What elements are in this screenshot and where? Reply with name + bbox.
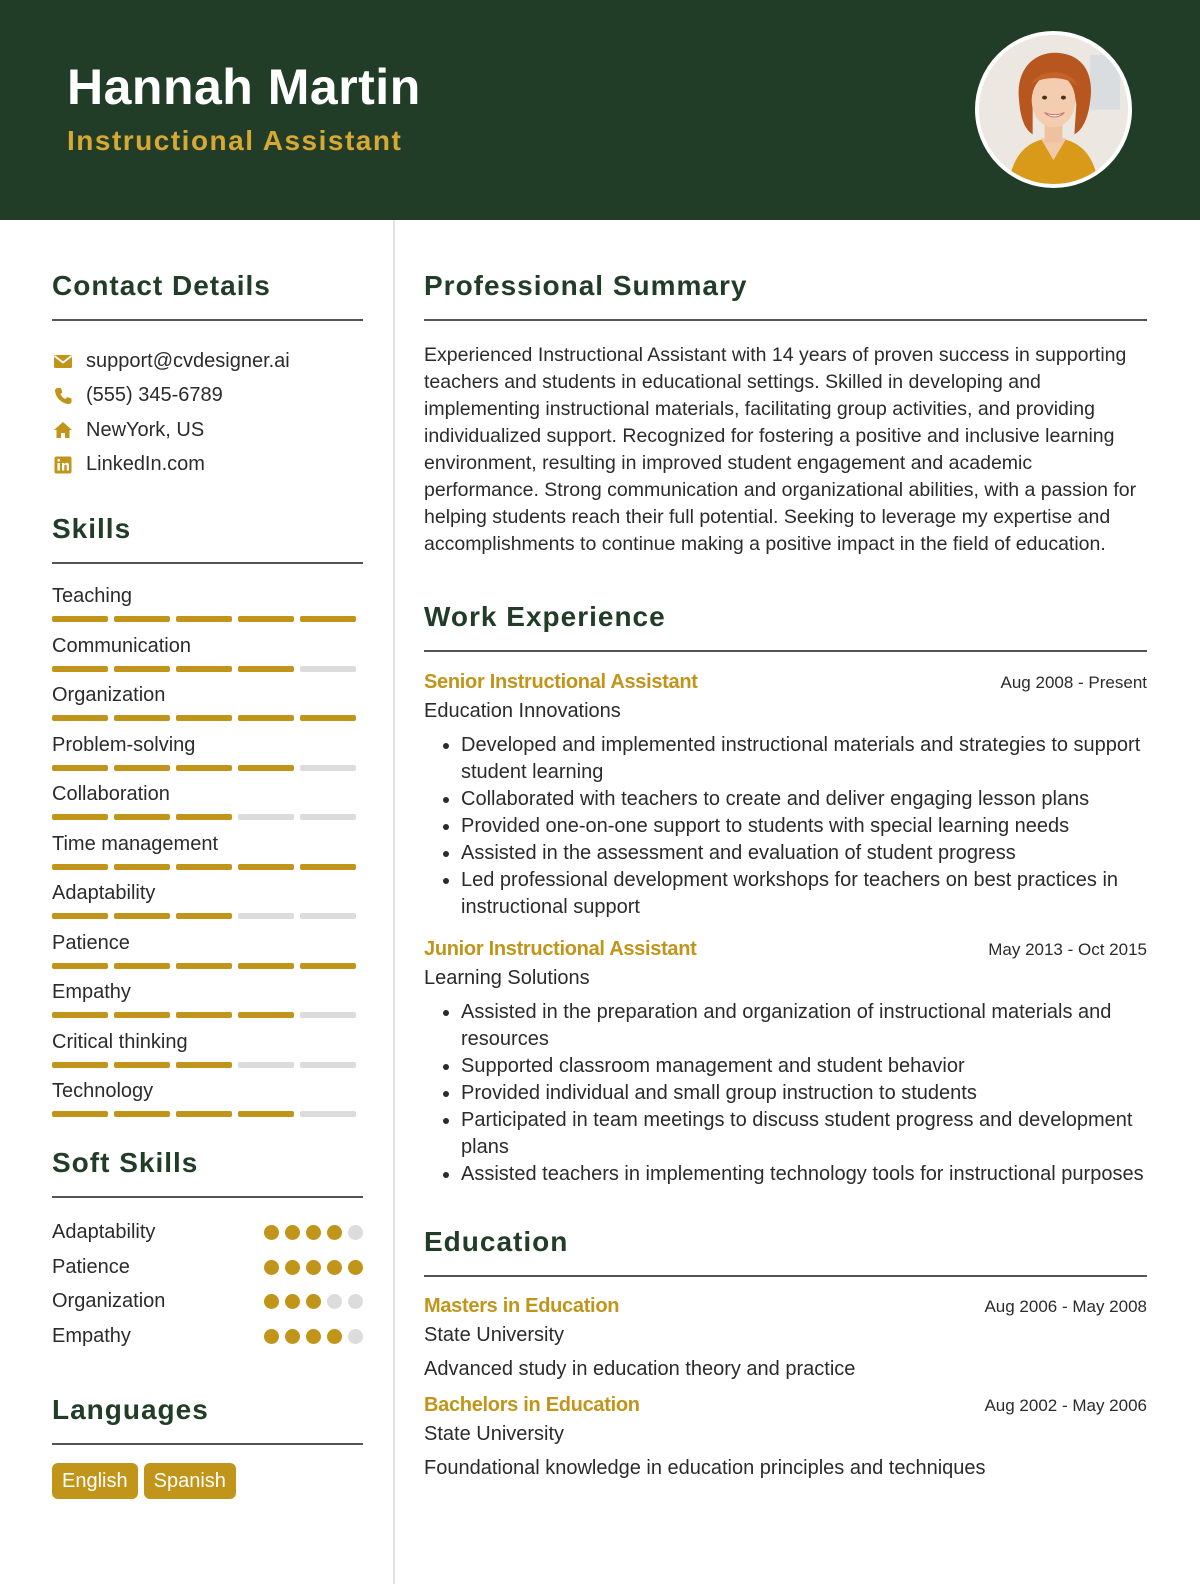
- contact-section: [52, 268, 363, 482]
- soft-skill-rating: [264, 1329, 363, 1344]
- soft-skill-name: Adaptability: [52, 1221, 156, 1244]
- skill-level-segment-empty: [300, 1062, 356, 1068]
- summary-text: Experienced Instructional Assistant with 14 years of proven success in supporting teachers and students in educational settings. Skilled in developing and implementing instructional materials, facilitating group activities, and providing individualized support. Recognized for fostering a positive and inclusive learning environment, resulting in improved student engagement and academic performance. Strong communication and organizational abilities, with a passion for helping students reach their full potential. Seeking to leverage my expertise and accomplishments to continue making a positive impact in the field of education.: [424, 344, 1137, 555]
- skill-level-segment-filled: [52, 1012, 108, 1018]
- skill-level-segment-filled: [114, 963, 170, 969]
- rating-dot-filled: [264, 1225, 279, 1240]
- home-icon: [52, 419, 74, 441]
- language-chip-spanish: Spanish: [144, 1463, 236, 1499]
- skill-level-segment-filled: [52, 666, 108, 672]
- job-bullet: • Provided individual and small group instruction to students: [461, 1080, 1147, 1107]
- job-bullet: • Provided one-on-one support to students with special learning needs: [461, 813, 1147, 840]
- skill-level-segment-filled: [176, 616, 232, 622]
- soft-skills-section: [52, 1145, 363, 1354]
- skill-item: [52, 683, 363, 733]
- skill-level-segment-filled: [300, 963, 356, 969]
- rating-dot-empty: [348, 1294, 363, 1309]
- rating-dot-filled: [285, 1294, 300, 1309]
- skill-item: [52, 832, 363, 882]
- skill-level-segment-filled: [176, 1111, 232, 1117]
- skills-heading: Skills: [52, 513, 132, 544]
- candidate-name: Hannah Martin: [67, 59, 421, 115]
- skill-level-segment-filled: [52, 616, 108, 622]
- rating-dot-filled: [348, 1260, 363, 1275]
- job-bullets: [424, 999, 1147, 1188]
- profile-photo: [975, 31, 1132, 188]
- contact-phone[interactable]: [52, 379, 363, 414]
- skill-level-segment-filled: [300, 864, 356, 870]
- contact-heading: Contact Details: [52, 270, 271, 301]
- skill-level-segment-filled: [238, 1012, 294, 1018]
- school-name: State University: [424, 1324, 565, 1346]
- header-banner: [0, 0, 1200, 220]
- soft-skill-name: Organization: [52, 1290, 166, 1313]
- job-dates: May 2013 - Oct 2015: [988, 940, 1147, 959]
- skill-level-bar: [52, 1111, 363, 1117]
- skill-level-segment-filled: [114, 1062, 170, 1068]
- skill-name: Patience: [52, 931, 130, 954]
- skill-item: [52, 1030, 363, 1080]
- soft-skill-rating: [264, 1225, 363, 1240]
- skill-name: Problem-solving: [52, 733, 196, 756]
- degree-description: Advanced study in education theory and practice: [424, 1358, 856, 1380]
- skill-name: Collaboration: [52, 783, 170, 805]
- left-column: [52, 268, 363, 1499]
- rating-dot-filled: [264, 1260, 279, 1275]
- skill-name: Empathy: [52, 981, 131, 1003]
- education-entry: [424, 1295, 1147, 1382]
- rating-dot-empty: [348, 1225, 363, 1240]
- skill-name: Critical thinking: [52, 1030, 188, 1053]
- languages-section: [52, 1392, 363, 1499]
- school-name: State University: [424, 1423, 565, 1445]
- soft-skill-name: Empathy: [52, 1324, 131, 1347]
- work-section: [424, 599, 1147, 1188]
- skill-level-segment-filled: [238, 963, 294, 969]
- skill-level-segment-filled: [176, 666, 232, 672]
- skill-level-segment-filled: [238, 765, 294, 771]
- education-heading: Education: [424, 1226, 569, 1257]
- skill-level-segment-filled: [238, 1111, 294, 1117]
- skill-item: [52, 881, 363, 931]
- soft-skills-heading: Soft Skills: [52, 1146, 199, 1178]
- contact-location: [52, 413, 363, 448]
- skills-section: [52, 511, 363, 1129]
- soft-skill-rating: [264, 1294, 363, 1309]
- soft-skill-item: [52, 1216, 363, 1251]
- skill-level-segment-filled: [238, 666, 294, 672]
- work-heading: Work Experience: [424, 601, 666, 632]
- skill-level-bar: [52, 666, 363, 672]
- language-chip-english: English: [52, 1463, 138, 1499]
- skill-level-segment-empty: [238, 913, 294, 919]
- degree-dates: Aug 2002 - May 2006: [984, 1396, 1147, 1415]
- skill-level-segment-filled: [52, 864, 108, 870]
- skill-level-bar: [52, 765, 363, 771]
- rating-dot-filled: [327, 1260, 342, 1275]
- degree-description: Foundational knowledge in education principles and techniques: [424, 1457, 986, 1479]
- skill-level-segment-filled: [114, 913, 170, 919]
- section-rule: [424, 650, 1147, 652]
- candidate-role: Instructional Assistant: [67, 125, 403, 156]
- skill-level-segment-empty: [300, 913, 356, 919]
- soft-skill-item: [52, 1285, 363, 1320]
- job-title: Junior Instructional Assistant: [424, 938, 697, 960]
- contact-location-text: NewYork, US: [86, 418, 205, 441]
- rating-dot-filled: [285, 1329, 300, 1344]
- skill-level-bar: [52, 1062, 363, 1068]
- contact-email[interactable]: [52, 344, 363, 379]
- skill-level-bar: [52, 715, 363, 721]
- skill-level-segment-filled: [176, 963, 232, 969]
- skill-level-bar: [52, 814, 363, 820]
- portrait-illustration: [979, 35, 1128, 184]
- skill-name: Organization: [52, 684, 166, 706]
- job-bullet: • Assisted in the preparation and organization of instructional materials and resources: [461, 999, 1147, 1053]
- job-bullet: • Assisted teachers in implementing technology tools for instructional purposes: [461, 1161, 1147, 1188]
- rating-dot-empty: [327, 1294, 342, 1309]
- skill-level-segment-filled: [176, 913, 232, 919]
- rating-dot-filled: [327, 1225, 342, 1240]
- skill-level-segment-filled: [300, 616, 356, 622]
- rating-dot-filled: [306, 1225, 321, 1240]
- job-bullet: • Collaborated with teachers to create and deliver engaging lesson plans: [461, 786, 1147, 813]
- languages-list: [52, 1463, 363, 1499]
- rating-dot-filled: [306, 1260, 321, 1275]
- skill-level-segment-filled: [176, 1012, 232, 1018]
- skill-level-segment-filled: [114, 715, 170, 721]
- contact-list: [52, 344, 363, 482]
- section-rule: [52, 1196, 363, 1198]
- soft-skills-list: [52, 1216, 363, 1354]
- contact-phone-text: (555) 345-6789: [86, 384, 223, 407]
- skill-level-segment-filled: [238, 715, 294, 721]
- contact-linkedin-text: LinkedIn.com: [86, 453, 205, 476]
- skill-level-segment-empty: [238, 814, 294, 820]
- job-bullets: [424, 732, 1147, 921]
- rating-dot-empty: [348, 1329, 363, 1344]
- soft-skill-item: [52, 1319, 363, 1354]
- skill-item: [52, 1079, 363, 1129]
- skill-item: [52, 584, 363, 634]
- skill-level-bar: [52, 616, 363, 622]
- skill-level-segment-filled: [52, 913, 108, 919]
- skill-level-segment-filled: [52, 1062, 108, 1068]
- skill-level-segment-filled: [52, 765, 108, 771]
- job-bullet: • Developed and implemented instructional materials and strategies to support student learning: [461, 732, 1147, 786]
- summary-section: [424, 268, 1147, 558]
- column-divider: [393, 220, 395, 1584]
- languages-heading: Languages: [52, 1393, 209, 1425]
- section-rule: [424, 1275, 1147, 1277]
- summary-heading: Professional Summary: [424, 270, 748, 301]
- degree-title: Bachelors in Education: [424, 1394, 640, 1416]
- education-section: [424, 1224, 1147, 1481]
- skill-level-segment-filled: [114, 1111, 170, 1117]
- skill-level-segment-empty: [300, 765, 356, 771]
- skill-level-segment-filled: [238, 864, 294, 870]
- skill-level-segment-empty: [300, 1111, 356, 1117]
- degree-title: Masters in Education: [424, 1295, 620, 1317]
- skill-level-segment-empty: [300, 1012, 356, 1018]
- rating-dot-filled: [285, 1260, 300, 1275]
- skill-level-segment-filled: [300, 715, 356, 721]
- job-bullet: • Supported classroom management and student behavior: [461, 1053, 1147, 1080]
- section-rule: [52, 1443, 363, 1445]
- rating-dot-filled: [264, 1294, 279, 1309]
- skill-level-segment-filled: [114, 616, 170, 622]
- soft-skill-rating: [264, 1260, 363, 1275]
- skill-level-segment-filled: [52, 1111, 108, 1117]
- skill-level-segment-filled: [238, 616, 294, 622]
- rating-dot-filled: [306, 1329, 321, 1344]
- envelope-icon: [52, 350, 74, 372]
- rating-dot-filled: [306, 1294, 321, 1309]
- skill-level-bar: [52, 913, 363, 919]
- skill-level-segment-filled: [52, 814, 108, 820]
- skill-level-segment-empty: [300, 666, 356, 672]
- skill-level-segment-empty: [300, 814, 356, 820]
- right-column: [424, 268, 1147, 1481]
- skill-level-segment-filled: [52, 715, 108, 721]
- job-entry: [424, 938, 1147, 1188]
- phone-icon: [52, 385, 74, 407]
- skill-item: [52, 634, 363, 684]
- skill-level-bar: [52, 864, 363, 870]
- job-title: Senior Instructional Assistant: [424, 671, 698, 693]
- linkedin-icon: [52, 454, 74, 476]
- skill-level-segment-empty: [238, 1062, 294, 1068]
- section-rule: [52, 562, 363, 564]
- contact-linkedin[interactable]: [52, 448, 363, 483]
- section-rule: [424, 319, 1147, 321]
- soft-skill-item: [52, 1250, 363, 1285]
- job-bullet: • Assisted in the assessment and evaluation of student progress: [461, 840, 1147, 867]
- soft-skill-name: Patience: [52, 1255, 130, 1278]
- skill-level-segment-filled: [114, 666, 170, 672]
- skill-level-bar: [52, 963, 363, 969]
- job-bullet: • Participated in team meetings to discuss student progress and development plans: [461, 1107, 1147, 1161]
- skill-level-segment-filled: [114, 864, 170, 870]
- education-entry: [424, 1394, 1147, 1481]
- skill-level-segment-filled: [176, 814, 232, 820]
- job-bullet: • Led professional development workshops for teachers on best practices in instructional support: [461, 867, 1147, 921]
- skill-level-segment-filled: [176, 715, 232, 721]
- skill-item: [52, 782, 363, 832]
- job-entry: [424, 671, 1147, 921]
- skill-name: Adaptability: [52, 882, 156, 904]
- skill-level-segment-filled: [176, 1062, 232, 1068]
- skill-name: Teaching: [52, 585, 133, 607]
- skill-level-segment-filled: [176, 765, 232, 771]
- skill-level-bar: [52, 1012, 363, 1018]
- skill-level-segment-filled: [114, 765, 170, 771]
- rating-dot-filled: [285, 1225, 300, 1240]
- job-employer: Learning Solutions: [424, 967, 590, 989]
- skill-level-segment-filled: [176, 864, 232, 870]
- skill-level-segment-filled: [114, 814, 170, 820]
- skill-item: [52, 931, 363, 981]
- skill-level-segment-filled: [52, 963, 108, 969]
- skill-name: Communication: [52, 634, 191, 657]
- skill-level-segment-filled: [114, 1012, 170, 1018]
- job-dates: Aug 2008 - Present: [1000, 673, 1147, 692]
- skill-name: Technology: [52, 1080, 154, 1102]
- section-rule: [52, 319, 363, 321]
- skill-item: [52, 980, 363, 1030]
- contact-email-text: support@cvdesigner.ai: [86, 349, 290, 372]
- skill-item: [52, 733, 363, 783]
- skill-name: Time management: [52, 832, 218, 855]
- skills-list: [52, 584, 363, 1129]
- rating-dot-filled: [327, 1329, 342, 1344]
- job-employer: Education Innovations: [424, 700, 621, 722]
- degree-dates: Aug 2006 - May 2008: [984, 1297, 1147, 1316]
- rating-dot-filled: [264, 1329, 279, 1344]
